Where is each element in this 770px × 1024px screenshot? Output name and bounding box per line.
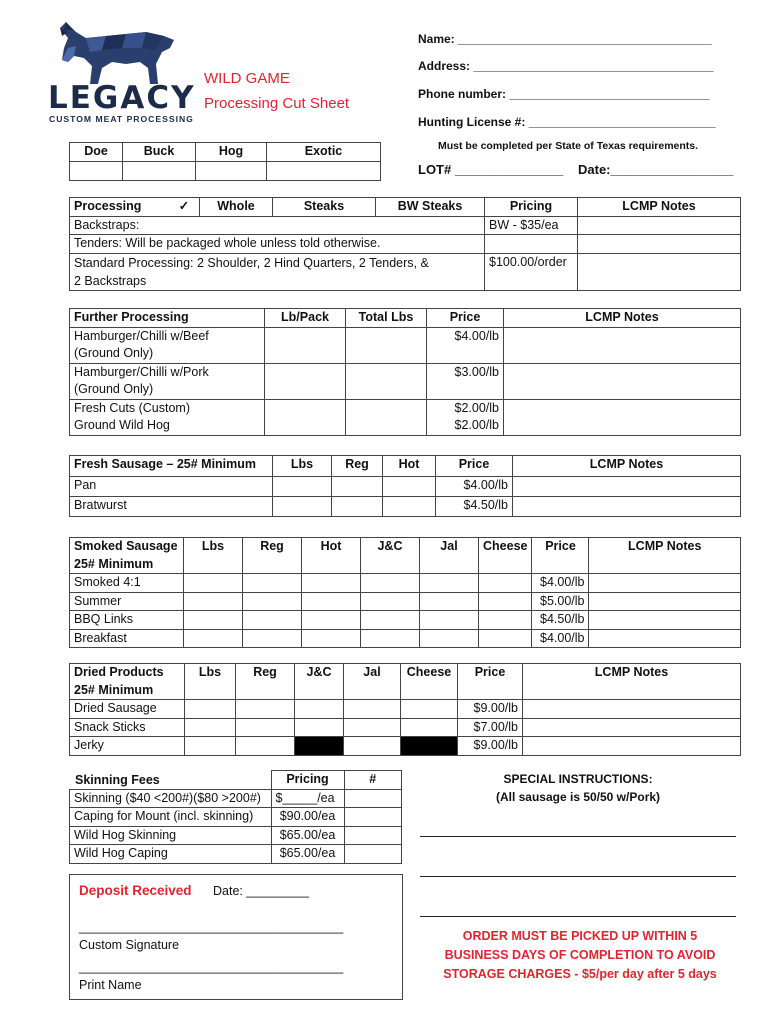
hot-cell[interactable]	[302, 611, 361, 630]
total-lbs-header: Total Lbs	[346, 309, 427, 328]
jc-header: J&C	[361, 538, 420, 574]
instructions-line[interactable]	[420, 836, 736, 837]
dried-sausage-label: Dried Sausage	[70, 700, 185, 719]
unavailable-cell	[401, 737, 458, 756]
logo-tagline: CUSTOM MEAT PROCESSING	[49, 114, 194, 124]
pickup-notice-line1: ORDER MUST BE PICKED UP WITHIN 5	[462, 929, 698, 943]
jerky-label: Jerky	[70, 737, 185, 756]
cheese-header: Cheese	[401, 664, 458, 700]
pickup-notice-line3: STORAGE CHARGES - $5/per day after 5 days	[443, 967, 717, 981]
animal-exotic: Exotic	[267, 143, 381, 162]
animal-doe: Doe	[70, 143, 123, 162]
reg-cell[interactable]	[236, 718, 295, 737]
hot-cell[interactable]	[383, 477, 436, 497]
form-subtitle: Processing Cut Sheet	[204, 95, 350, 112]
special-instructions-title: SPECIAL INSTRUCTIONS:	[503, 772, 653, 786]
bbq-links-price: $4.50/lb	[532, 611, 589, 630]
reg-header: Reg	[243, 538, 302, 574]
standard-processing-label: Standard Processing: 2 Shoulder, 2 Hind Quarters, 2 Tenders, & 2 Backstraps	[70, 253, 485, 290]
notes-cell[interactable]	[504, 327, 741, 363]
reg-cell[interactable]	[236, 700, 295, 719]
skinning-price: $_____/ea	[271, 789, 344, 808]
snack-sticks-price: $7.00/lb	[458, 718, 523, 737]
lb-pack-cell[interactable]	[265, 327, 346, 363]
tenders-label: Tenders: Will be packaged whole unless told otherwise.	[70, 235, 485, 254]
pan-label: Pan	[70, 477, 273, 497]
fresh-sausage-header: Fresh Sausage – 25# Minimum	[70, 456, 273, 477]
notes-cell[interactable]	[578, 253, 741, 290]
special-instructions-subtitle: (All sausage is 50/50 w/Pork)	[495, 790, 661, 804]
dried-sausage-price: $9.00/lb	[458, 700, 523, 719]
signature-line[interactable]: ______________________________________	[79, 920, 344, 934]
jc-cell[interactable]	[361, 629, 420, 648]
bull-icon	[46, 18, 184, 88]
backstraps-label: Backstraps:	[70, 216, 485, 235]
lbs-cell[interactable]	[184, 629, 243, 648]
notes-cell[interactable]	[523, 718, 741, 737]
lcmp-notes-header: LCMP Notes	[578, 198, 741, 217]
processing-table	[69, 197, 741, 291]
hamburger-pork-price: $3.00/lb	[427, 363, 504, 399]
lbs-cell[interactable]	[185, 718, 236, 737]
animal-type-table	[69, 142, 381, 181]
address-field[interactable]: Address: ____________________________________	[418, 59, 714, 73]
reg-header: Reg	[236, 664, 295, 700]
jal-cell[interactable]	[344, 737, 401, 756]
jc-cell[interactable]	[295, 718, 344, 737]
skinning-fees-header: Skinning Fees	[75, 773, 160, 787]
further-processing-header: Further Processing	[70, 309, 265, 328]
lbs-header: Lbs	[184, 538, 243, 574]
total-lbs-cell[interactable]	[346, 363, 427, 399]
lbs-header: Lbs	[273, 456, 332, 477]
jal-cell[interactable]	[420, 592, 479, 611]
logo-brand: LEGACY	[48, 80, 196, 116]
total-lbs-cell[interactable]	[346, 399, 427, 435]
jc-cell[interactable]	[361, 574, 420, 593]
wild-hog-skinning-price: $65.00/ea	[271, 826, 344, 845]
smoked-sausage-table	[69, 537, 741, 648]
pan-price: $4.00/lb	[436, 477, 513, 497]
hot-cell[interactable]	[383, 497, 436, 517]
lbs-cell[interactable]	[184, 574, 243, 593]
deposit-date-field[interactable]: Date: _________	[213, 884, 309, 898]
pricing-header: Pricing	[485, 198, 578, 217]
steaks-header: Steaks	[273, 198, 376, 217]
unavailable-cell	[295, 737, 344, 756]
notes-cell[interactable]	[513, 477, 741, 497]
cheese-cell[interactable]	[479, 592, 532, 611]
print-name-label: Print Name	[79, 978, 142, 992]
notes-cell[interactable]	[589, 629, 741, 648]
lcmp-notes-header: LCMP Notes	[513, 456, 741, 477]
legacy-logo	[46, 18, 196, 124]
count-cell[interactable]	[344, 789, 402, 808]
animal-hog: Hog	[196, 143, 267, 162]
fresh-sausage-table	[69, 455, 741, 517]
bratwurst-price: $4.50/lb	[436, 497, 513, 517]
reg-cell[interactable]	[243, 629, 302, 648]
hot-cell[interactable]	[302, 592, 361, 611]
check-icon: ✓	[169, 198, 200, 217]
fresh-cuts-label: Fresh Cuts (Custom) Ground Wild Hog	[70, 399, 265, 435]
pricing-header: Pricing	[271, 771, 344, 790]
hot-cell[interactable]	[302, 574, 361, 593]
price-header: Price	[532, 538, 589, 574]
form-title: WILD GAME	[204, 70, 290, 87]
jal-cell[interactable]	[420, 574, 479, 593]
cheese-cell[interactable]	[479, 611, 532, 630]
jerky-price: $9.00/lb	[458, 737, 523, 756]
reg-cell[interactable]	[243, 611, 302, 630]
count-header: #	[344, 771, 402, 790]
wild-hog-skinning-label: Wild Hog Skinning	[70, 826, 272, 845]
price-header: Price	[458, 664, 523, 700]
lb-pack-cell[interactable]	[265, 399, 346, 435]
jc-cell[interactable]	[295, 700, 344, 719]
skinning-label: Skinning ($40 <200#)($80 >200#)	[70, 789, 272, 808]
price-header: Price	[427, 309, 504, 328]
whole-header: Whole	[200, 198, 273, 217]
lcmp-notes-header: LCMP Notes	[523, 664, 741, 700]
lb-pack-header: Lb/Pack	[265, 309, 346, 328]
notes-cell[interactable]	[589, 611, 741, 630]
hog-cell[interactable]	[196, 161, 267, 180]
jal-cell[interactable]	[420, 629, 479, 648]
hot-header: Hot	[383, 456, 436, 477]
summer-label: Summer	[70, 592, 184, 611]
pickup-notice-line2: BUSINESS DAYS OF COMPLETION TO AVOID	[444, 948, 716, 962]
print-name-line[interactable]: ______________________________________	[79, 960, 344, 974]
tenders-price	[485, 235, 578, 254]
hunting-license-field[interactable]: Hunting License #: ____________________________	[418, 115, 716, 129]
buck-cell[interactable]	[123, 161, 196, 180]
hamburger-beef-price: $4.00/lb	[427, 327, 504, 363]
custom-signature-label: Custom Signature	[79, 938, 180, 952]
backstraps-price: BW - $35/ea	[485, 216, 578, 235]
breakfast-label: Breakfast	[70, 629, 184, 648]
notes-cell[interactable]	[504, 399, 741, 435]
lbs-cell[interactable]	[273, 497, 332, 517]
reg-header: Reg	[332, 456, 383, 477]
name-field[interactable]: Name: ______________________________________	[418, 32, 712, 46]
smoked-sausage-header: Smoked Sausage 25# Minimum	[70, 538, 184, 574]
count-cell[interactable]	[344, 845, 402, 864]
cheese-cell[interactable]	[401, 700, 458, 719]
reg-cell[interactable]	[332, 497, 383, 517]
reg-cell[interactable]	[332, 477, 383, 497]
texas-requirement-note: Must be completed per State of Texas requirements.	[438, 140, 699, 152]
lbs-cell[interactable]	[184, 611, 243, 630]
notes-cell[interactable]	[523, 700, 741, 719]
count-cell[interactable]	[344, 808, 402, 827]
bbq-links-label: BBQ Links	[70, 611, 184, 630]
price-header: Price	[436, 456, 513, 477]
wild-hog-caping-price: $65.00/ea	[271, 845, 344, 864]
processing-header: Processing	[70, 198, 170, 217]
reg-cell[interactable]	[243, 574, 302, 593]
further-processing-table	[69, 308, 741, 436]
phone-field[interactable]: Phone number: ______________________________	[418, 87, 710, 101]
summer-price: $5.00/lb	[532, 592, 589, 611]
smoked-41-price: $4.00/lb	[532, 574, 589, 593]
notes-cell[interactable]	[589, 592, 741, 611]
jc-header: J&C	[295, 664, 344, 700]
deposit-received-label: Deposit Received	[79, 883, 192, 898]
hamburger-beef-label: Hamburger/Chilli w/Beef (Ground Only)	[70, 327, 265, 363]
hot-cell[interactable]	[302, 629, 361, 648]
lbs-header: Lbs	[185, 664, 236, 700]
standard-processing-price: $100.00/order	[485, 253, 578, 290]
skinning-fees-table	[69, 770, 402, 864]
hamburger-pork-label: Hamburger/Chilli w/Pork (Ground Only)	[70, 363, 265, 399]
lbs-cell[interactable]	[184, 592, 243, 611]
cheese-cell[interactable]	[479, 629, 532, 648]
animal-buck: Buck	[123, 143, 196, 162]
lbs-cell[interactable]	[273, 477, 332, 497]
smoked-41-label: Smoked 4:1	[70, 574, 184, 593]
lcmp-notes-header: LCMP Notes	[589, 538, 741, 574]
cheese-cell[interactable]	[479, 574, 532, 593]
lbs-cell[interactable]	[185, 700, 236, 719]
reg-cell[interactable]	[243, 592, 302, 611]
lcmp-notes-header: LCMP Notes	[504, 309, 741, 328]
caping-label: Caping for Mount (incl. skinning)	[70, 808, 272, 827]
notes-cell[interactable]	[523, 737, 741, 756]
jal-header: Jal	[344, 664, 401, 700]
notes-cell[interactable]	[504, 363, 741, 399]
notes-cell[interactable]	[513, 497, 741, 517]
exotic-cell[interactable]	[267, 161, 381, 180]
notes-cell[interactable]	[578, 235, 741, 254]
reg-cell[interactable]	[236, 737, 295, 756]
jal-cell[interactable]	[420, 611, 479, 630]
cheese-header: Cheese	[479, 538, 532, 574]
dried-products-table	[69, 663, 741, 756]
lb-pack-cell[interactable]	[265, 363, 346, 399]
jal-cell[interactable]	[344, 700, 401, 719]
count-cell[interactable]	[344, 826, 402, 845]
bratwurst-label: Bratwurst	[70, 497, 273, 517]
jal-header: Jal	[420, 538, 479, 574]
notes-cell[interactable]	[578, 216, 741, 235]
notes-cell[interactable]	[589, 574, 741, 593]
jc-cell[interactable]	[361, 592, 420, 611]
wild-hog-caping-label: Wild Hog Caping	[70, 845, 272, 864]
bw-steaks-header: BW Steaks	[376, 198, 485, 217]
breakfast-price: $4.00/lb	[532, 629, 589, 648]
jc-cell[interactable]	[361, 611, 420, 630]
snack-sticks-label: Snack Sticks	[70, 718, 185, 737]
caping-price: $90.00/ea	[271, 808, 344, 827]
hot-header: Hot	[302, 538, 361, 574]
lot-field[interactable]: LOT# _______________	[418, 162, 564, 177]
cheese-cell[interactable]	[401, 718, 458, 737]
instructions-line[interactable]	[420, 916, 736, 917]
jal-cell[interactable]	[344, 718, 401, 737]
lbs-cell[interactable]	[185, 737, 236, 756]
date-field[interactable]: Date:_________________	[578, 162, 734, 177]
instructions-line[interactable]	[420, 876, 736, 877]
total-lbs-cell[interactable]	[346, 327, 427, 363]
dried-products-header: Dried Products 25# Minimum	[70, 664, 185, 700]
fresh-cuts-price: $2.00/lb $2.00/lb	[427, 399, 504, 435]
doe-cell[interactable]	[70, 161, 123, 180]
